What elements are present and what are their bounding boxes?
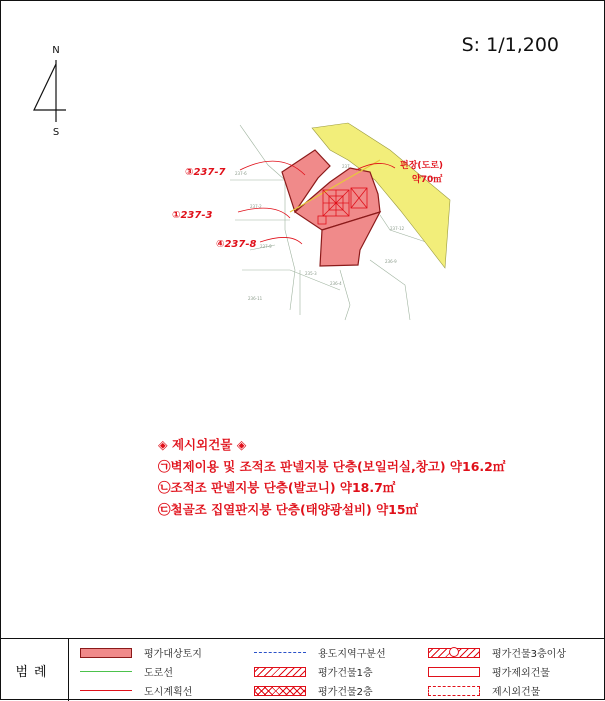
parcel-label-237-7: ③237-7: [185, 167, 226, 178]
legend-item-target-land: 평가대상토지: [80, 645, 202, 660]
note-item: ㉢철골조 집열판지붕 단층(태양광설비) 약15㎡: [158, 501, 419, 517]
svg-text:236-4: 236-4: [330, 281, 342, 286]
legend-item-building-2f: 평가건물2층: [254, 683, 373, 698]
legend-item-other-building: 제시외건물: [428, 683, 540, 698]
road-line-swatch: [80, 671, 132, 672]
legend-item-road-line: 도로선: [80, 664, 173, 679]
north-arrow: [26, 42, 86, 146]
scale-label: S: 1/1,200: [461, 34, 559, 56]
building-2f-swatch: [254, 686, 306, 696]
road-note-area: 약70㎡: [412, 175, 443, 185]
legend-item-building-1f: 평가건물1층: [254, 664, 373, 679]
svg-text:235-3: 235-3: [305, 271, 317, 276]
svg-text:236-11: 236-11: [248, 296, 263, 301]
road-note-title: 편장(도로): [400, 161, 444, 171]
svg-text:237-6: 237-6: [235, 171, 247, 176]
target-land-swatch: [80, 648, 132, 658]
parcel-label-237-3: ①237-3: [172, 210, 213, 221]
svg-text:237-9: 237-9: [260, 244, 272, 249]
svg-text:237-2: 237-2: [250, 204, 262, 209]
legend-item-planning-line: 도시계획선: [80, 683, 192, 698]
excluded-building-swatch: [428, 667, 480, 677]
cadastral-map: [172, 120, 460, 324]
planning-line-swatch: [80, 690, 132, 691]
building-1f-swatch: [254, 667, 306, 677]
parcel-label-237-8: ④237-8: [216, 239, 257, 250]
svg-text:236-9: 236-9: [385, 259, 397, 264]
north-label: N: [52, 45, 60, 56]
svg-text:237: 237: [342, 164, 350, 169]
legend-item-excluded-building: 평가제외건물: [428, 664, 550, 679]
south-label: S: [52, 127, 60, 138]
other-buildings-notes: [158, 434, 505, 520]
other-building-swatch: [428, 686, 480, 696]
building-3f-swatch: [428, 648, 480, 658]
legend-item-building-3f: 평가건물3층이상: [428, 645, 566, 660]
zoning-line-swatch: [254, 652, 306, 653]
note-item: ㉡조적조 판넬지붕 단층(발코니) 약18.7㎡: [158, 480, 396, 495]
legend-item-zoning-line: 용도지역구분선: [254, 645, 386, 660]
notes-heading: ◈ 제시외건물 ◈: [158, 437, 247, 452]
legend-title: 범례: [0, 639, 69, 701]
svg-text:237-12: 237-12: [390, 226, 405, 231]
legend: [0, 638, 605, 701]
note-item: ㉠벽제이용 및 조적조 판넬지붕 단층(보일러실,창고) 약16.2㎡: [158, 458, 506, 474]
